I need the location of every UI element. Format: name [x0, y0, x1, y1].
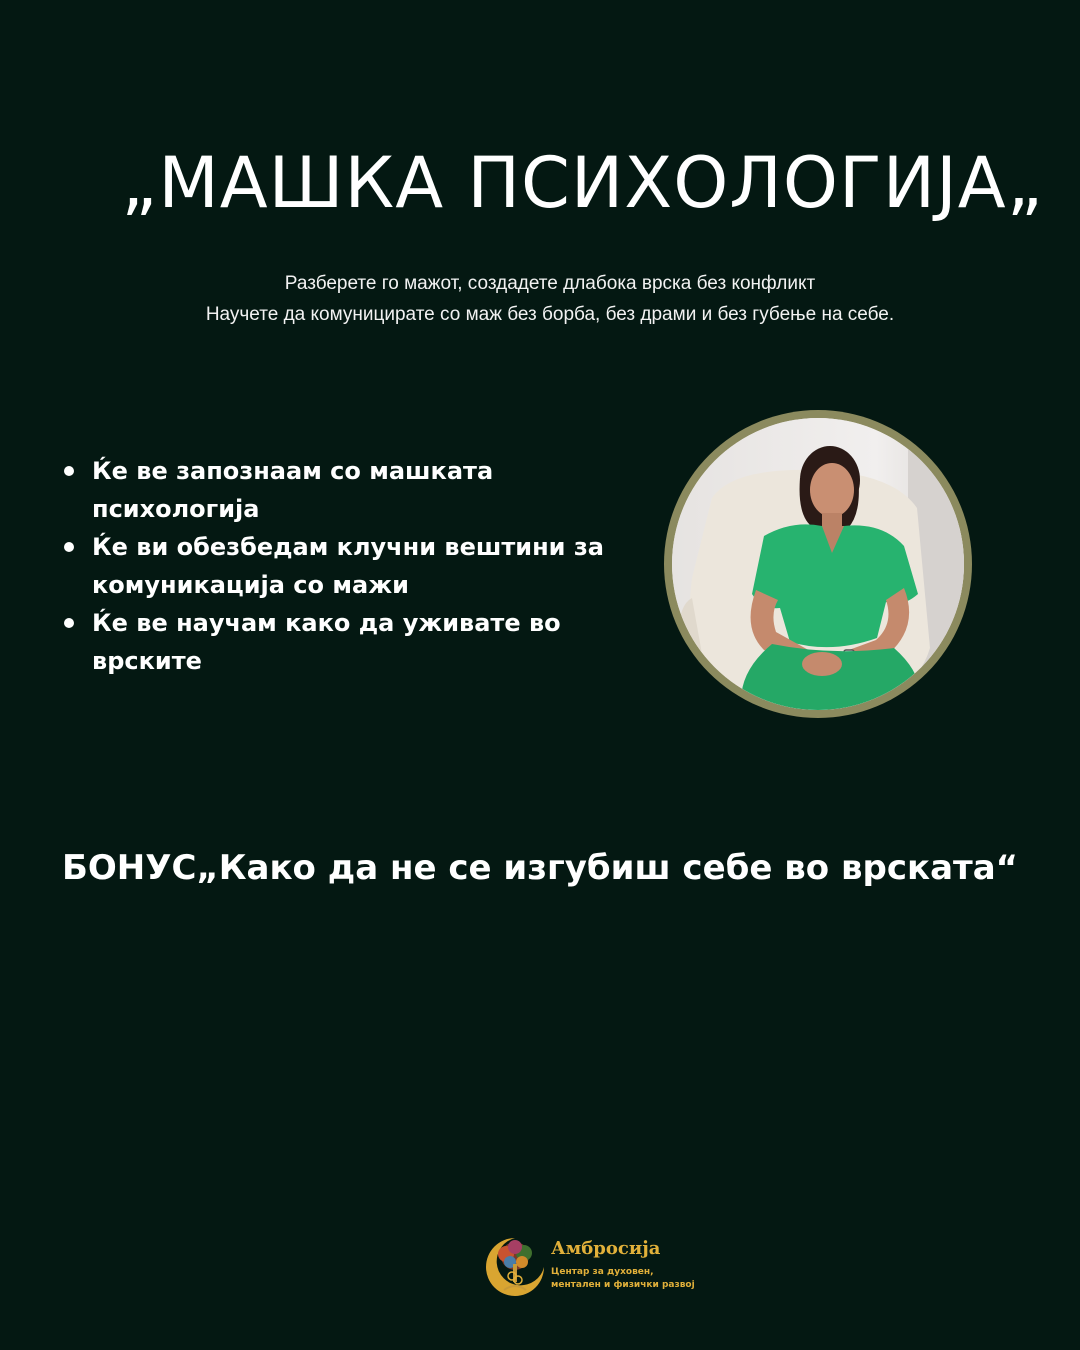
benefit-text: Ќе ве научам како да уживате во врските [92, 609, 561, 675]
brand-tagline-line-2: ментален и физички развој [551, 1280, 695, 1290]
bullet-icon [64, 542, 74, 552]
benefit-item [62, 452, 662, 528]
brand-tagline-line-1: Центар за духовен, [551, 1267, 654, 1277]
page-title: „МАШКА ПСИХОЛОГИЈА„ [121, 142, 1044, 224]
brand-tagline [551, 1266, 695, 1292]
bullet-icon [64, 466, 74, 476]
subtitle-line-2: Научете да комуницирате со маж без борба, без драми и без губење на себе. [205, 304, 895, 325]
subtitle-line-1: Разберете го мажот, создадете длабока врска без конфликт [284, 273, 816, 294]
benefit-text: Ќе ве запознаам со машката психологија [92, 457, 494, 523]
benefit-list [62, 452, 662, 680]
presenter-illustration [672, 418, 964, 710]
presenter-photo [672, 418, 964, 710]
brand-name: Амбросија [551, 1238, 661, 1259]
benefit-item [62, 604, 662, 680]
brand-logo [482, 1234, 712, 1300]
bullet-icon [64, 618, 74, 628]
presenter-photo-frame [664, 410, 972, 718]
benefit-item [62, 528, 662, 604]
tree-of-life-icon [482, 1234, 548, 1300]
subtitle [0, 268, 1080, 330]
benefit-text: Ќе ви обезбедам клучни вештини за комуникација со мажи [92, 533, 604, 599]
bonus-heading: БОНУС„Како да не се изгубиш себе во врската“ [61, 848, 1019, 888]
